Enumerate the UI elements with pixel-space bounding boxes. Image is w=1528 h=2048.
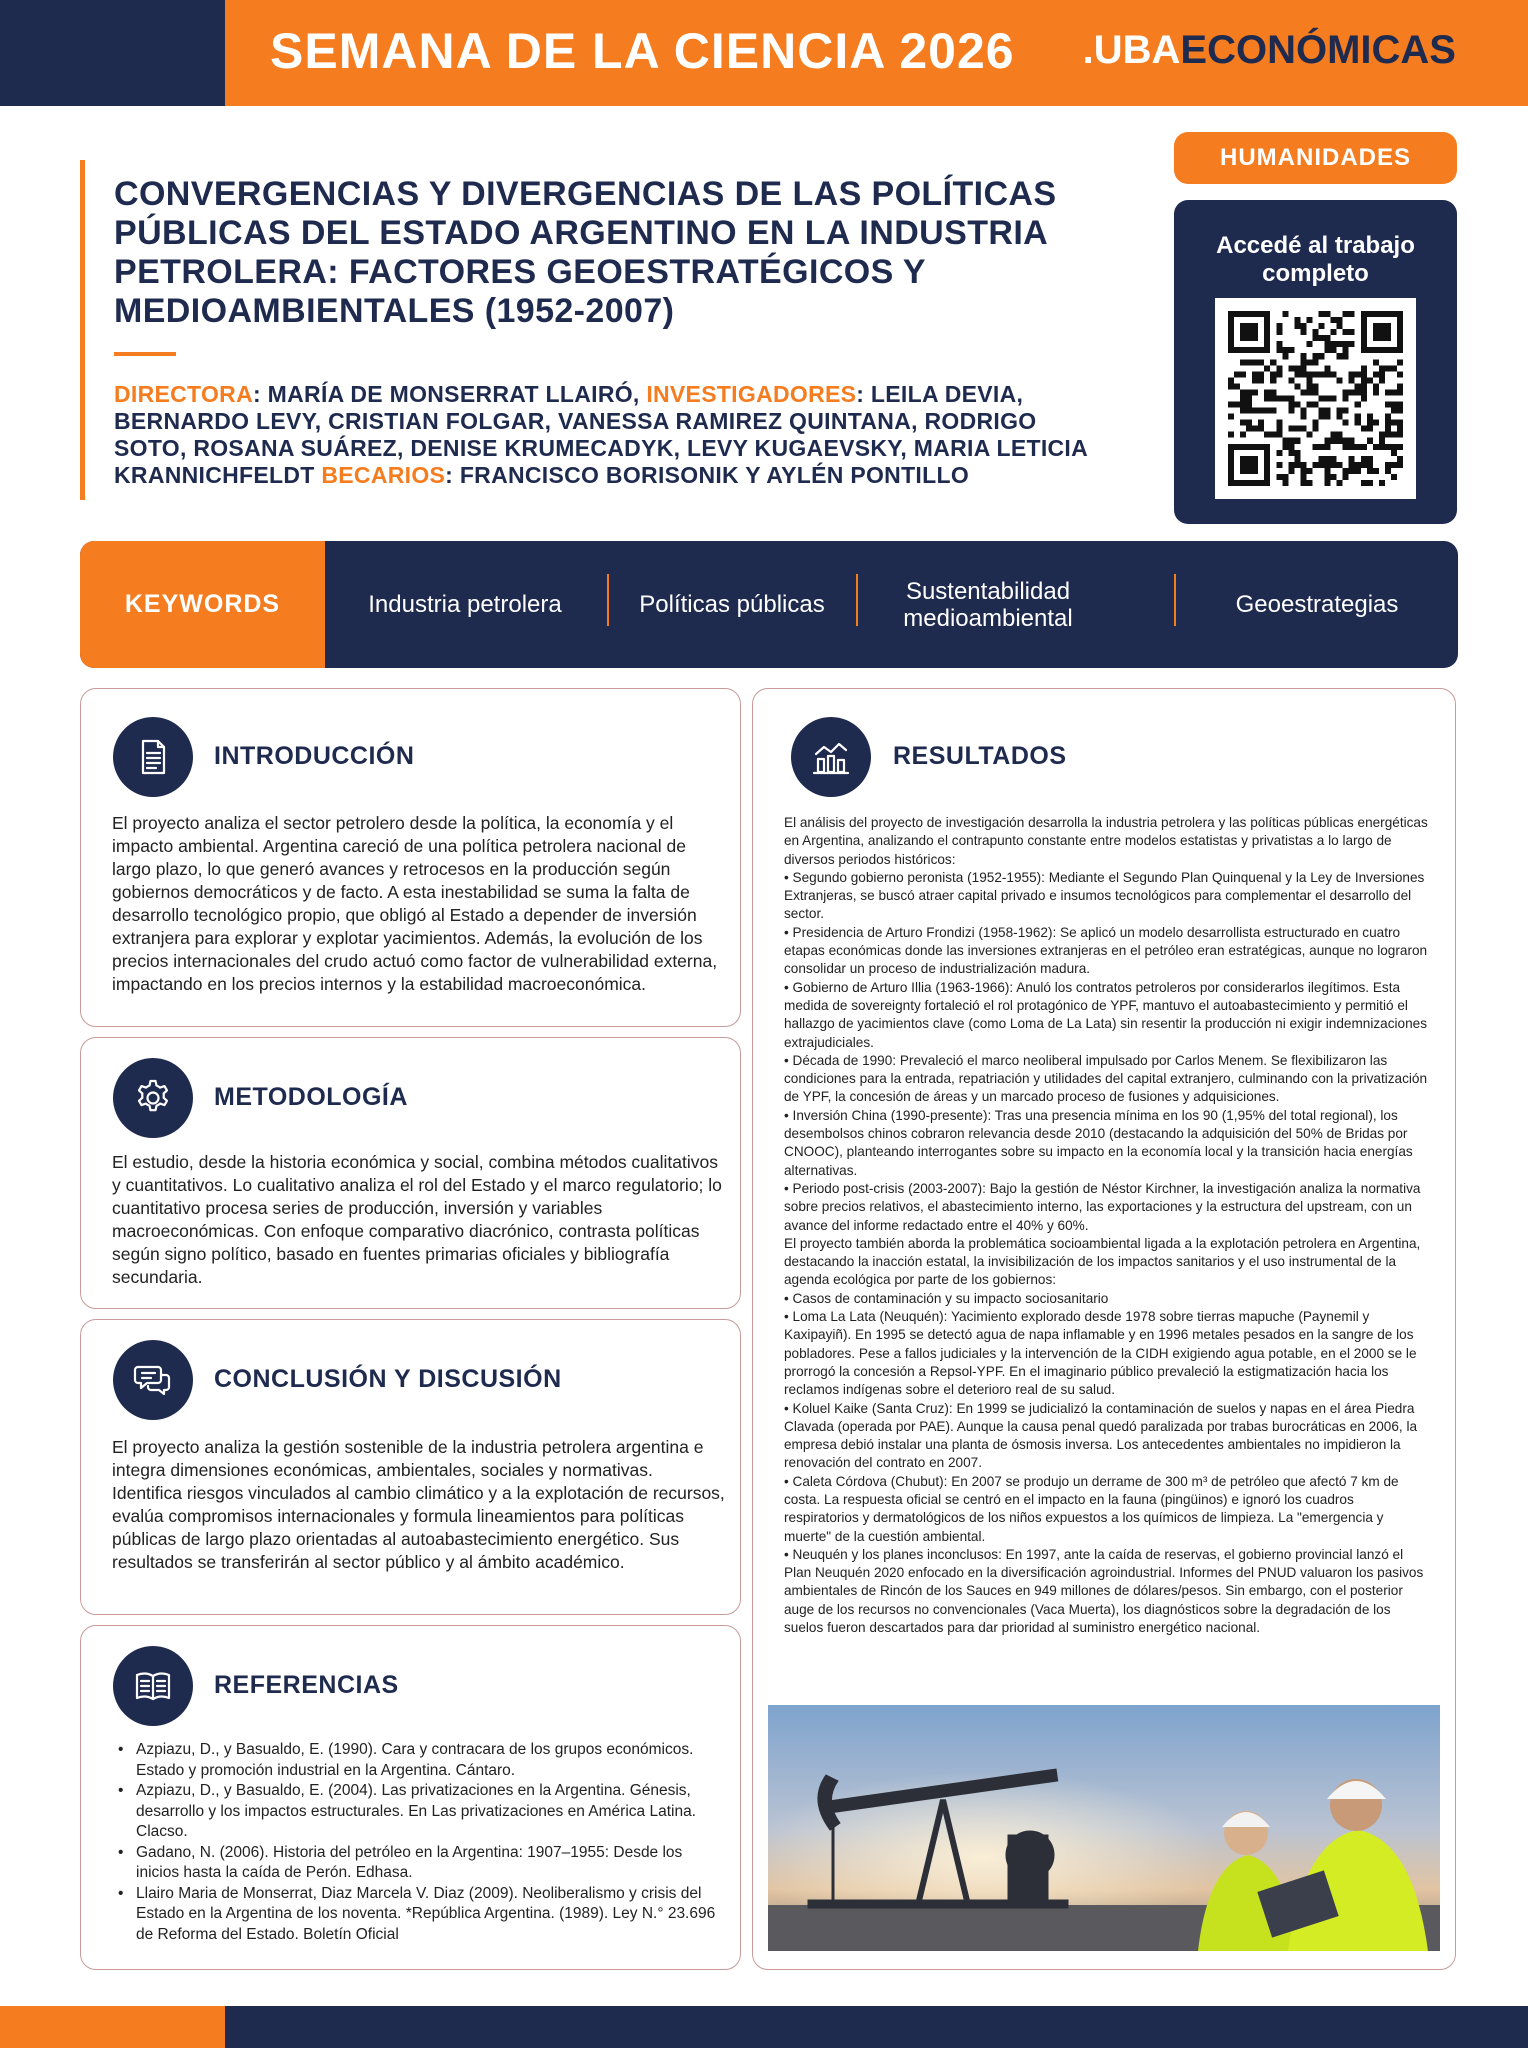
becarios-label: BECARIOS <box>321 462 446 488</box>
results-paragraph: • Década de 1990: Prevaleció el marco neoliberal impulsado por Carlos Menem. Se flexibilizaron las condiciones para la entrada, repatriación y utilidades del capital extranjero, culminando con la privatización de YPF, la concesión de áreas y un marcado proceso de fusiones y adquisiciones. <box>784 1052 1428 1105</box>
gear-icon <box>131 1076 175 1120</box>
results-paragraph: • Gobierno de Arturo Illia (1963-1966): Anuló los contratos petroleros por considerarlos ilegítimos. Esta medida de sovereignty fortaleció el rol protagónico de YPF, mantuvo el autoabastecimiento y permitió el hallazgo de yacimientos clave (como Loma de La Lata) sin resentir la producción ni exigir indemnizaciones extrajudiciales. <box>784 979 1428 1050</box>
keyword-industria-petrolera: Industria petrolera <box>368 591 562 618</box>
references-heading: REFERENCIAS <box>214 1671 399 1699</box>
results-paragraph: • Periodo post-crisis (2003-2007): Bajo la gestión de Néstor Kirchner, la investigación analiza la normativa sobre precios relativos, el abastecimiento interno, las exportaciones y la estructura del upstream, con un avance del informe redactado entre el 40% y 60%. <box>784 1180 1421 1233</box>
keyword-geoestrategias: Geoestrategias <box>1235 591 1399 618</box>
qr-code[interactable] <box>1215 298 1416 499</box>
project-title: CONVERGENCIAS Y DIVERGENCIAS DE LAS POLÍTICAS PÚBLICAS DEL ESTADO ARGENTINO EN LA INDUSTRIA PETROLERA: FACTORES GEOESTRATÉGICOS Y MEDIOAMBIENTALES (1952-2007) <box>114 175 1057 330</box>
oil-pumpjack-scene-icon <box>768 1705 1440 1951</box>
results-icon-badge <box>791 717 871 797</box>
logo-part-economicas: ECONÓMICAS <box>1180 28 1456 72</box>
references-icon-badge <box>113 1646 193 1726</box>
results-heading: RESULTADOS <box>893 742 1067 770</box>
keyword-politicas-publicas: Políticas públicas <box>639 591 825 618</box>
intro-icon-badge <box>113 717 193 797</box>
directora-label: DIRECTORA <box>114 381 254 407</box>
qr-title: Accedé al trabajo completo <box>1216 232 1415 287</box>
investigadores-names: : LEILA DEVIA, BERNARDO LEVY, CRISTIAN FOLGAR, VANESSA RAMIREZ QUINTANA, RODRIGO SOTO, ROSANA SUÁREZ, DENISE KRUMECADYK, LEVY KUGAEVSKY, MARIA LETICIA KRANNICHFELDT <box>114 381 1088 488</box>
results-paragraph: El proyecto también aborda la problemática socioambiental ligada a la explotación petrolera en Argentina, destacando la inacción estatal, la invisibilización de los impactos sanitarios y el uso instrumental de la agenda ecológica por parte de los gobiernos: <box>784 1235 1421 1288</box>
authors-block <box>114 381 1114 489</box>
conclusion-icon-badge <box>113 1340 193 1420</box>
results-paragraph: • Caleta Córdova (Chubut): En 2007 se produjo un derrame de 300 m³ de petróleo que afectó 7 km de costa. La respuesta oficial se centró en el impacto en la fauna (pingüinos) e ignoró los cuadros respiratorios y dermatológicos de los niños expuestos a los químicos de limpieza. La "emergencia y muerte" de la cuestión ambiental. <box>784 1473 1399 1544</box>
results-text <box>784 814 1429 1637</box>
results-paragraph: El análisis del proyecto de investigación desarrolla la industria petrolera y las políticas públicas energéticas en Argentina, analizando el contrapunto constante entre modelos estatistas y privatistas a lo largo de diversos periodos históricos: <box>784 815 1428 867</box>
chat-bubbles-icon <box>131 1358 175 1402</box>
bar-chart-icon <box>809 735 853 779</box>
open-book-icon <box>131 1664 175 1708</box>
keyword-sustentabilidad: Sustentabilidad medioambiental <box>903 577 1073 632</box>
results-paragraph: • Segundo gobierno peronista (1952-1955): Mediante el Segundo Plan Quinquenal y la Ley de Inversiones Extranjeras, se buscó atraer capital privado e insumos tecnológicos para complementar el desarrollo del sector. <box>784 869 1425 922</box>
method-icon-badge <box>113 1058 193 1138</box>
qr-card[interactable] <box>1174 200 1457 524</box>
results-paragraph: • Inversión China (1990-presente): Tras una presencia mínima en los 90 (1,95% del total regional), los desembolsos chinos cobraron relevancia desde 2010 (destacando la adquisición del 50% de Bridas por CNOOC), planteando interrogantes sobre su impacto en la economía local y la transición hacia energías alternativas. <box>784 1107 1413 1178</box>
results-paragraph: • Presidencia de Arturo Frondizi (1958-1962): Se aplicó un modelo desarrollista estructurado en cuatro etapas económicas donde las inversiones extranjeras en el petróleo eran estratégicas, aunque no lograron consolidar un proceso de industrialización madura. <box>784 924 1428 977</box>
method-text: El estudio, desde la historia económica y social, combina métodos cualitativos y cuantitativos. Lo cualitativo analiza el rol del Estado y el marco regulatorio; lo cuantitativo procesa series de producción, inversión y variables macroeconómicas. Con enfoque comparativo diacrónico, contrasta políticas según signo político, basado en fuentes primarias oficiales y bibliografía secundaria. <box>112 1152 722 1287</box>
conclusion-heading: CONCLUSIÓN Y DISCUSIÓN <box>214 1365 562 1393</box>
keywords-label: KEYWORDS <box>80 541 325 668</box>
qr-code-icon <box>1228 311 1403 486</box>
footer-bar <box>225 2006 1528 2048</box>
intro-text: El proyecto analiza el sector petrolero desde la política, la economía y el impacto ambiental. Argentina careció de una política petrolera nacional de largo plazo, lo que generó avances y retrocesos en la producción según gobiernos democráticos y de facto. A esta inestabilidad se suma la falta de desarrollo tecnológico propio, que obligó al Estado a depender de inversión extranjera para explorar y explotar yacimientos. Además, la evolución de los precios internacionales del crudo actuó como factor de vulnerabilidad externa, impactando en los precios internos y la estabilidad macroeconómica. <box>112 813 718 994</box>
institution-logo <box>1083 28 1456 73</box>
reference-item: • Gadano, N. (2006). Historia del petróleo en la Argentina: 1907–1955: Desde los inicios hasta la caída de Perón. Edhasa. <box>116 1843 716 1884</box>
header-navy-block <box>0 0 225 106</box>
investigadores-label: INVESTIGADORES <box>646 381 857 407</box>
intro-heading: INTRODUCCIÓN <box>214 742 415 770</box>
keywords-band <box>80 541 1458 668</box>
logo-part-uba: .UBA <box>1082 28 1181 72</box>
reference-item: • Llairo Maria de Monserrat, Diaz Marcela V. Diaz (2009). Neoliberalismo y crisis del Estado en la Argentina de los noventa. *República Argentina. (1989). Ley N.° 23.696 de Reforma del Estado. Boletín Oficial <box>116 1884 716 1946</box>
oil-field-photo <box>768 1705 1440 1951</box>
results-paragraph: • Neuquén y los planes inconclusos: En 1997, ante la caída de reservas, el gobierno provincial lanzó el Plan Neuquén 2020 enfocado en la diversificación agroindustrial. Informes del PNUD valuaron los pasivos ambientales de Rincón de los Sauces en 949 millones de dólares/pesos. Sin embargo, con el posterior auge de los recursos no convencionales (Vaca Muerta), los diagnósticos sobre la degradación de los suelos fueron descartados para dar prioridad al suministro energético nacional. <box>784 1546 1424 1636</box>
event-title: SEMANA DE LA CIENCIA 2026 <box>270 23 1015 79</box>
title-divider <box>114 352 176 356</box>
conclusion-text: El proyecto analiza la gestión sostenible de la industria petrolera argentina e integra dimensiones económicas, ambientales, sociales y normativas. Identifica riesgos vinculados al cambio climático y a la explotación de recursos, evalúa compromisos internacionales y formula lineamientos para políticas públicas de largo plazo orientadas al autoabastecimiento energético. Sus resultados se transferirán al sector público y al ámbito académico. <box>112 1437 725 1572</box>
results-paragraph: • Koluel Kaike (Santa Cruz): En 1999 se judicializó la contaminación de suelos y napas en el área Piedra Clavada (operada por PAE). Aunque la causa penal quedó paralizada por trabas burocráticas en 2006, la empresa debió instalar una planta de ósmosis inversa. Los antecedentes ambientales no impidieron la renovación del contrato en 2007. <box>784 1400 1418 1471</box>
footer-orange-block <box>0 2006 225 2048</box>
becarios-names: : FRANCISCO BORISONIK Y AYLÉN PONTILLO <box>445 462 970 488</box>
category-badge: HUMANIDADES <box>1174 132 1457 184</box>
references-list <box>116 1740 716 1945</box>
reference-item: • Azpiazu, D., y Basualdo, E. (2004). Las privatizaciones en la Argentina. Génesis, desarrollo y los impactos estructurales. En Las privatizaciones en América Latina. Clacso. <box>116 1781 716 1843</box>
directora-name: : MARÍA DE MONSERRAT LLAIRÓ, <box>253 381 647 407</box>
method-heading: METODOLOGÍA <box>214 1083 408 1111</box>
document-icon <box>131 735 175 779</box>
results-paragraph: • Casos de contaminación y su impacto sociosanitario <box>784 1290 1109 1306</box>
title-accent-bar <box>80 160 85 500</box>
reference-item: • Azpiazu, D., y Basualdo, E. (1990). Cara y contracara de los grupos económicos. Estado y promoción industrial en la Argentina. Cántaro. <box>116 1740 716 1781</box>
results-paragraph: • Loma La Lata (Neuquén): Yacimiento explorado desde 1978 sobre tierras mapuche (Paynemil y Kaxipayiñ). En 1995 se detectó agua de napa inflamable y en 1996 metales pesados en la sangre de los pobladores. Pese a fallos judiciales y la intervención de la CIDH exigiendo agua potable, en el 2000 se le prorrogó la concesión a Repsol-YPF. En el imaginario público prevaleció la estigmatización hacia los reclamos indígenas sobre el deterioro real de su salud. <box>784 1309 1417 1398</box>
